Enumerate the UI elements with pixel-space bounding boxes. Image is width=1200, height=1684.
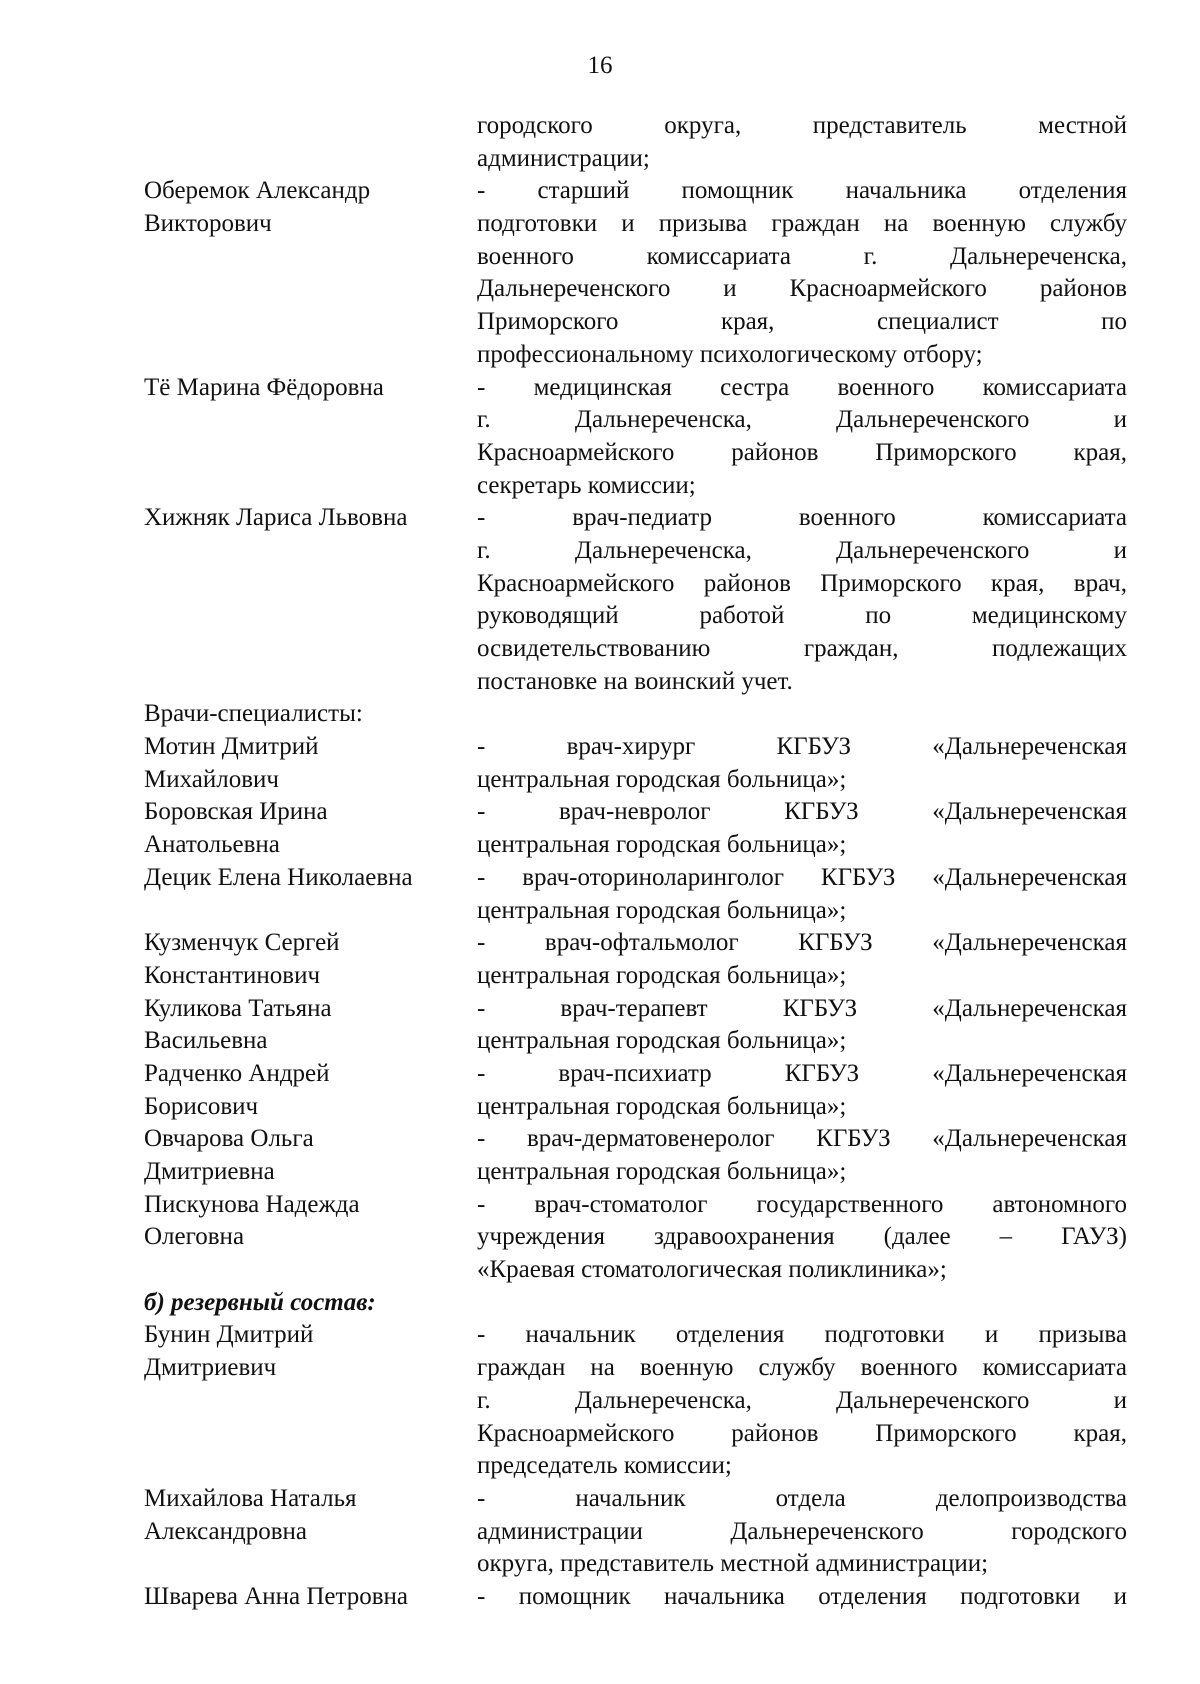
role-line: - врач-дерматовенеролог КГБУЗ «Дальнереченская: [477, 1125, 1127, 1153]
member-row: [144, 1123, 1127, 1188]
name-line: Александровна: [144, 1517, 308, 1545]
member-row: [144, 1581, 1127, 1614]
member-name: [144, 1189, 477, 1287]
role-line: - врач-психиатр КГБУЗ «Дальнереченская: [477, 1059, 1127, 1087]
name-line: Бунин Дмитрий: [144, 1321, 314, 1349]
role-line: - начальник отделения подготовки и призыва: [477, 1321, 1127, 1349]
member-row: [144, 372, 1127, 503]
member-name: [144, 372, 477, 503]
role-line: центральная городская больница»;: [477, 1158, 847, 1185]
name-line: Хижняк Лариса Львовна: [144, 504, 408, 532]
role-line: г. Дальнереченска, Дальнереченского и: [477, 406, 1127, 434]
role-line: - врач-офтальмолог КГБУЗ «Дальнереченская: [477, 929, 1127, 957]
role-line: руководящий работой по медицинскому: [477, 602, 1127, 630]
member-role: [477, 698, 1127, 731]
member-name: [144, 796, 477, 861]
member-role: [477, 502, 1127, 698]
name-line: Кузменчук Сергей: [144, 929, 340, 957]
member-name: [144, 1123, 477, 1188]
role-line: - начальник отдела делопроизводства: [477, 1484, 1127, 1512]
member-name: [144, 1581, 477, 1614]
member-role: [477, 110, 1127, 175]
role-line: Красноармейского районов Приморского края,: [477, 438, 1127, 466]
member-role: [477, 993, 1127, 1058]
role-line: подготовки и призыва граждан на военную службу: [477, 210, 1127, 238]
role-line: - врач-невролог КГБУЗ «Дальнереченская: [477, 798, 1127, 826]
role-line: - врач-стоматолог государственного автономного: [477, 1190, 1127, 1218]
member-row: [144, 698, 1127, 731]
member-name: [144, 502, 477, 698]
name-line: Шварева Анна Петровна: [144, 1582, 409, 1610]
role-line: округа, представитель местной администрации;: [477, 1550, 989, 1578]
member-role: [477, 862, 1127, 927]
member-role: [477, 175, 1127, 371]
member-row: [144, 731, 1127, 796]
role-line: Красноармейского районов Приморского края,: [477, 1419, 1127, 1447]
section-heading-row: [144, 1287, 1127, 1320]
commission-member-list: [144, 110, 1127, 1614]
role-line: центральная городская больница»;: [477, 765, 847, 793]
name-line: Овчарова Ольга: [144, 1125, 314, 1153]
role-line: г. Дальнереченска, Дальнереченского и: [477, 1386, 1127, 1414]
name-line: Константинович: [144, 961, 321, 989]
role-line: - врач-терапевт КГБУЗ «Дальнереченская: [477, 994, 1127, 1022]
member-row: [144, 927, 1127, 992]
name-line: Пискунова Надежда: [144, 1190, 360, 1218]
role-line: городского округа, представитель местной: [477, 112, 1127, 139]
name-line: Куликова Татьяна: [144, 994, 332, 1022]
role-line: освидетельствованию граждан, подлежащих: [477, 635, 1127, 662]
name-line: Васильевна: [144, 1027, 268, 1055]
role-line: центральная городская больница»;: [477, 1092, 847, 1120]
member-name: [144, 993, 477, 1058]
member-row: [144, 110, 1127, 175]
role-line: центральная городская больница»;: [477, 961, 847, 989]
member-role: [477, 1287, 1127, 1320]
page-number: 16: [587, 52, 613, 79]
role-line: постановке на воинский учет.: [477, 667, 793, 695]
role-line: центральная городская больница»;: [477, 896, 847, 924]
name-line: Децик Елена Николаевна: [144, 863, 413, 891]
section-heading: [144, 1287, 477, 1320]
member-row: [144, 1058, 1127, 1123]
member-row: [144, 175, 1127, 371]
name-line: Анатольевна: [144, 831, 280, 859]
name-line: Радченко Андрей: [144, 1059, 330, 1087]
member-row: [144, 1189, 1127, 1287]
role-line: - врач-педиатр военного комиссариата: [477, 504, 1127, 532]
name-line: Боровская Ирина: [144, 798, 328, 826]
member-row: [144, 1483, 1127, 1581]
member-name: [144, 862, 477, 927]
member-name: [144, 1319, 477, 1482]
name-line: Олеговна: [144, 1223, 245, 1251]
role-line: секретарь комиссии;: [477, 471, 696, 499]
role-line: администрации Дальнереченского городского: [477, 1517, 1127, 1545]
member-role: [477, 731, 1127, 796]
member-row: [144, 862, 1127, 927]
name-line: Дмитриевич: [144, 1354, 277, 1382]
role-line: учреждения здравоохранения (далее – ГАУЗ): [477, 1223, 1127, 1251]
role-line: - медицинская сестра военного комиссариата: [477, 373, 1127, 401]
member-row: [144, 993, 1127, 1058]
name-line: Врачи-специалисты:: [144, 700, 363, 728]
member-role: [477, 1189, 1127, 1287]
role-line: г. Дальнереченска, Дальнереченского и: [477, 536, 1127, 564]
member-role: [477, 796, 1127, 861]
member-name: [144, 1483, 477, 1581]
role-line: администрации;: [477, 144, 650, 172]
role-line: Дальнереченского и Красноармейского районов: [477, 275, 1127, 303]
name-line: Мотин Дмитрий: [144, 733, 319, 761]
role-line: Красноармейского районов Приморского края, врач,: [477, 569, 1127, 597]
role-line: Приморского края, специалист по: [477, 308, 1127, 336]
member-role: [477, 927, 1127, 992]
member-row: [144, 502, 1127, 698]
role-line: «Краевая стоматологическая поликлиника»;: [477, 1256, 947, 1284]
member-role: [477, 1058, 1127, 1123]
member-name: [144, 698, 477, 731]
role-line: центральная городская больница»;: [477, 1027, 847, 1055]
member-row: [144, 796, 1127, 861]
role-line: центральная городская больница»;: [477, 831, 847, 859]
member-role: [477, 1581, 1127, 1614]
name-line: Михайлова Наталья: [144, 1484, 357, 1512]
role-line: - помощник начальника отделения подготовки и: [477, 1582, 1127, 1610]
name-line: Михайлович: [144, 765, 279, 793]
role-line: профессиональному психологическому отбору;: [477, 340, 983, 368]
name-line: б) резервный состав:: [144, 1288, 376, 1316]
member-name: [144, 731, 477, 796]
name-line: Дмитриевна: [144, 1158, 275, 1185]
name-line: Викторович: [144, 210, 272, 238]
name-line: Тё Марина Фёдоровна: [144, 373, 384, 401]
role-line: - врач-оториноларинголог КГБУЗ «Дальнереченская: [477, 863, 1127, 891]
member-name: [144, 927, 477, 992]
member-row: [144, 1319, 1127, 1482]
member-role: [477, 372, 1127, 503]
name-line: Оберемок Александр: [144, 177, 371, 205]
member-name: [144, 175, 477, 371]
member-name: [144, 110, 477, 175]
role-line: - врач-хирург КГБУЗ «Дальнереченская: [477, 733, 1127, 761]
member-role: [477, 1319, 1127, 1482]
name-line: Борисович: [144, 1092, 259, 1120]
member-name: [144, 1058, 477, 1123]
member-role: [477, 1483, 1127, 1581]
member-role: [477, 1123, 1127, 1188]
role-line: граждан на военную службу военного комиссариата: [477, 1354, 1127, 1382]
role-line: председатель комиссии;: [477, 1452, 732, 1480]
role-line: военного комиссариата г. Дальнереченска,: [477, 242, 1127, 270]
role-line: - старший помощник начальника отделения: [477, 177, 1127, 205]
